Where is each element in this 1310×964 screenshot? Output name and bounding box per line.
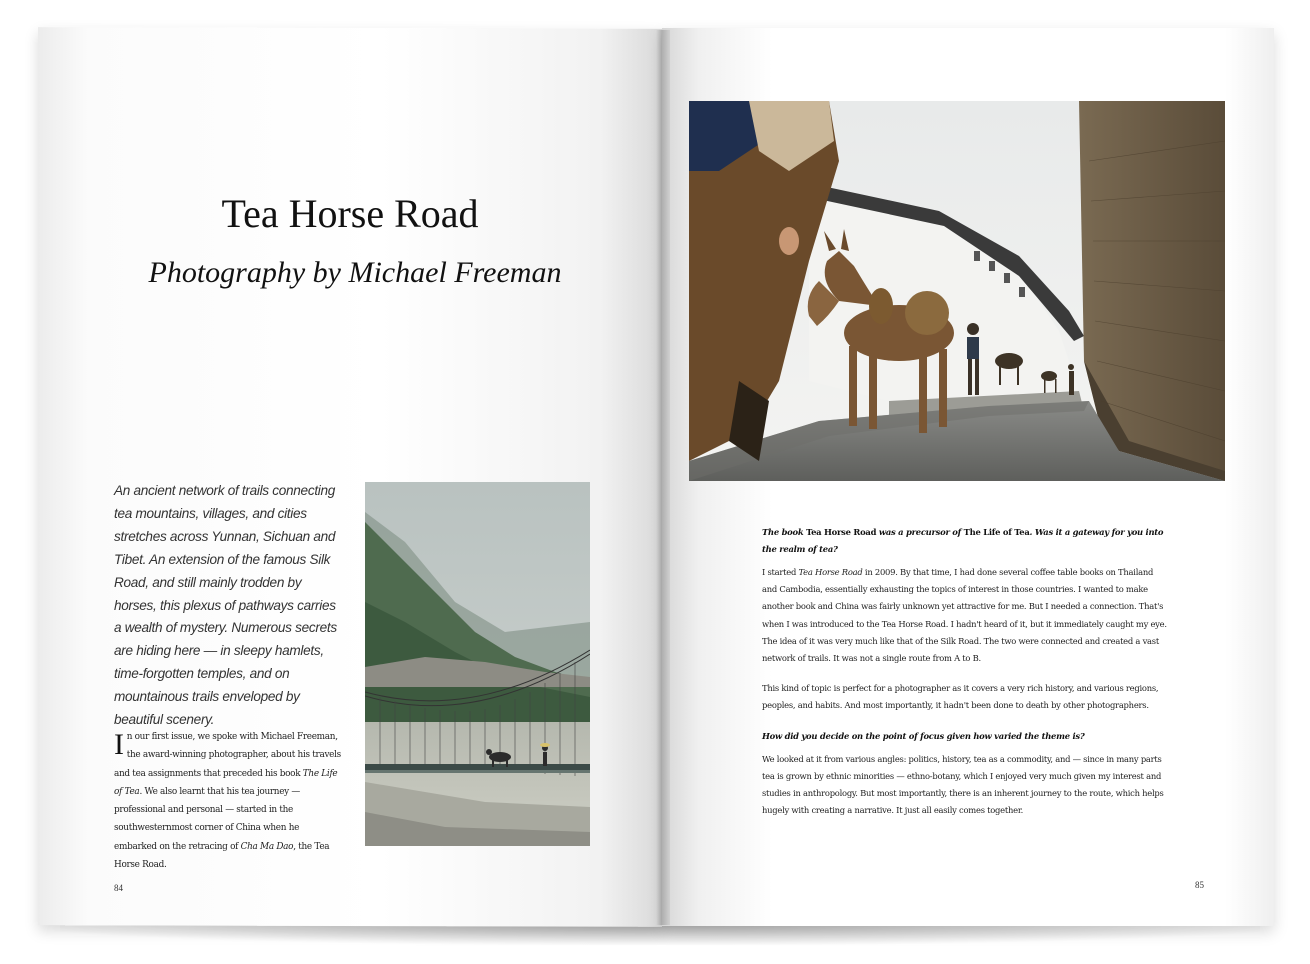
body-paragraph [114, 728, 344, 874]
intro-paragraph: An ancient network of trails connecting tea mountains, villages, and cities stretches across Yunnan, Sichuan and Tibet. An extension of the famous Silk Road, and still mainly trodden by horses, this plexus of pathways carries a wealth of mystery. Numerous secrets are hiding here — in sleepy hamlets, time-forgotten temples, and on mountainous trails enveloped by beautiful scenery. [114, 483, 337, 728]
caravan-photo [689, 101, 1225, 481]
question-1: The book Tea Horse Road was a precursor of The Life of Tea. Was it a gateway for you into the realm of tea? [762, 527, 1164, 554]
question-2: How did you decide on the point of focus given how varied the theme is? [762, 730, 1085, 741]
bridge-photo [365, 482, 590, 846]
article-subtitle: Photography by Michael Freeman [148, 256, 562, 289]
answer-2: This kind of topic is perfect for a photographer as it covers a very rich history, and various regions, peoples, and habits. And most importantly, it hadn't been done to death by other photographers. [762, 683, 1159, 711]
page-number-right: 85 [1195, 880, 1204, 890]
book-title-italic: The Life of Tea [114, 768, 338, 797]
body-text-3: , the Tea Horse Road. [114, 841, 330, 871]
answer-3: We looked at it from various angles: politics, history, tea as a commodity, and — since in many parts tea is grown by ethnic minorities — ethno-botany, which I enjoyed very much given my interest and studies in anthropology. But most importantly, there is an inherent journey to the route, which helps hugely with creating a narrative. It just all easily comes together. [762, 753, 1164, 816]
page-number-left: 84 [114, 883, 123, 893]
drop-cap: I [114, 728, 124, 761]
answer-1: I started Tea Horse Road in 2009. By that time, I had done several coffee table books on Thailand and Cambodia, essentially exhausting the topics of interest in those countries. I wanted to make another book and China was fairly unknown yet attractive for me. But I needed a connection. That's when I was introduced to the Tea Horse Road. I hadn't heard of it, but it immediately caught my eye. The idea of it was very much like that of the Silk Road. The two were connected and created a vast network of trails. It was not a single route from A to B. [762, 567, 1167, 664]
route-name-italic: Cha Ma Dao [240, 841, 294, 852]
interview-text [762, 524, 1170, 832]
book-spine [656, 30, 670, 925]
article-title: Tea Horse Road [221, 191, 479, 236]
body-text-1: n our first issue, we spoke with Michael Freeman, the award-winning photographer, about his travels and tea assignments that preceded his book [114, 732, 341, 779]
body-text-2: . We also learnt that his tea journey — professional and personal — started in the southwesternmost corner of China when he embarked on the retracing of [114, 786, 300, 852]
